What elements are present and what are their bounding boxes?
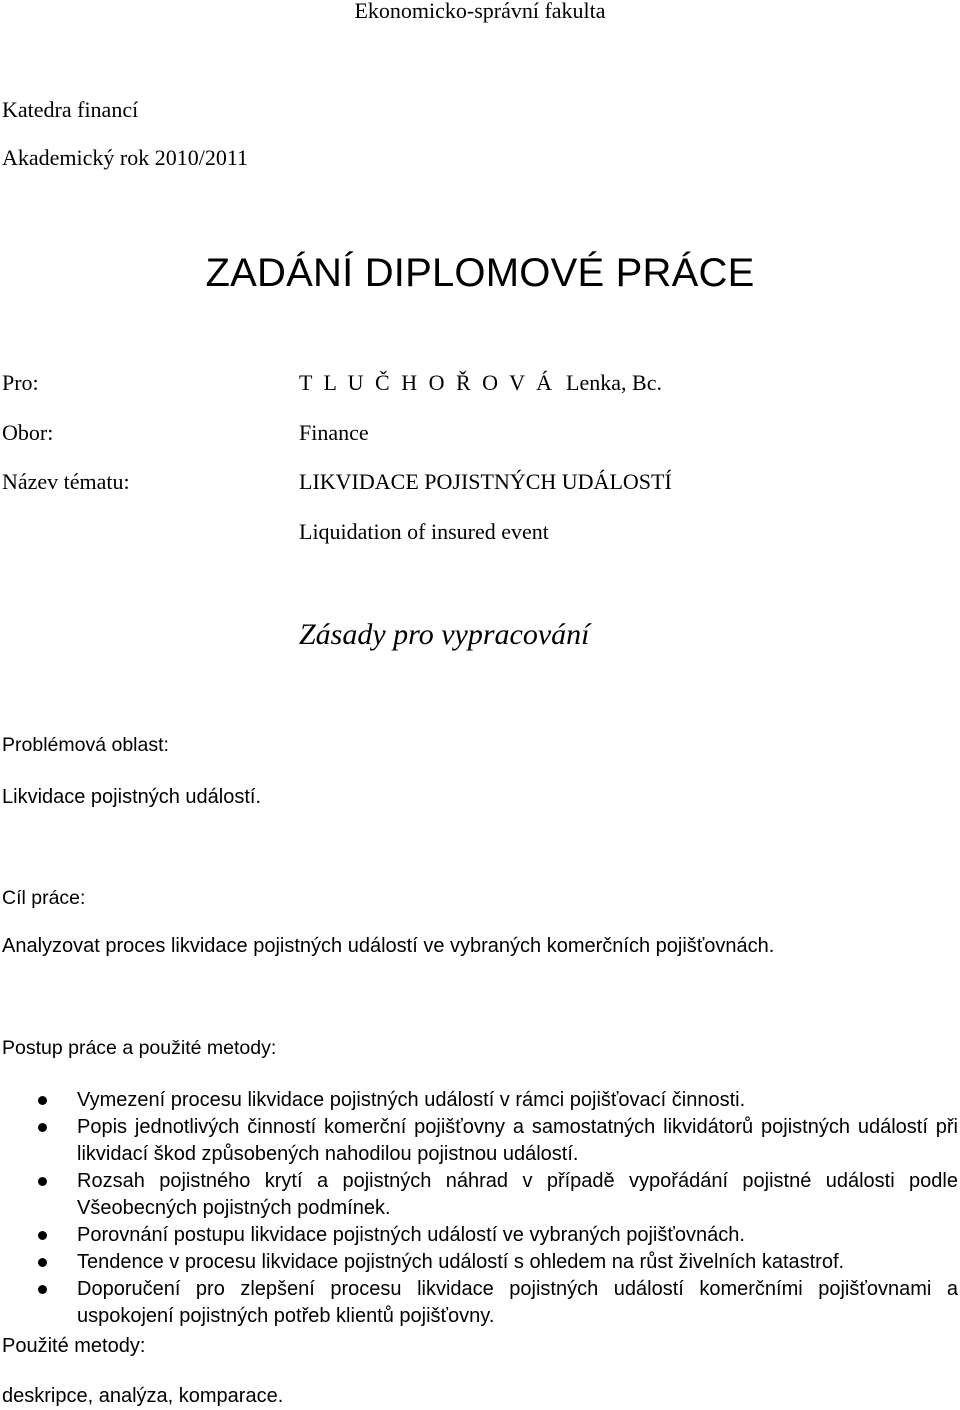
field-label: Obor:: [2, 420, 54, 445]
methods-text: deskripce, analýza, komparace.: [2, 1385, 284, 1407]
topic-title-cz: LIKVIDACE POJISTNÝCH UDÁLOSTÍ: [299, 469, 672, 494]
student-name: [299, 370, 662, 396]
problem-area-text: Likvidace pojistných událostí.: [2, 786, 262, 808]
list-item-text: Doporučení pro zlepšení procesu likvidace pojistných událostí komerčními pojišťovnami a uspokojení pojistných potřeb klientů pojišťovny.: [77, 1278, 958, 1327]
goal-heading: Cíl práce:: [2, 887, 86, 909]
list-item: [0, 1276, 960, 1330]
bullet-icon: [38, 1285, 47, 1294]
list-item-text: Popis jednotlivých činností komerční pojišťovny a samostatných likvidátorů pojistných událostí při likvidací škod způsobených nahodilou pojistnou událostí.: [77, 1116, 958, 1165]
procedure-heading: Postup práce a použité metody:: [2, 1037, 277, 1059]
bullet-icon: [38, 1177, 47, 1186]
student-given-name: Lenka, Bc.: [566, 370, 662, 395]
principles-heading: Zásady pro vypracování: [299, 618, 590, 651]
goal-text: Analyzovat proces likvidace pojistných událostí ve vybraných komerčních pojišťovnách.: [2, 935, 775, 957]
bullet-icon: [38, 1096, 47, 1105]
student-label: Pro:: [2, 370, 39, 395]
student-surname: T L U Č H O Ř O V Á: [299, 370, 556, 395]
list-item-text: Vymezení procesu likvidace pojistných událostí v rámci pojišťovací činnosti.: [77, 1089, 746, 1111]
list-item: [0, 1249, 960, 1276]
page-title: ZADÁNÍ DIPLOMOVÉ PRÁCE: [205, 251, 755, 295]
bullet-icon: [38, 1258, 47, 1267]
department-name: Katedra financí: [2, 97, 139, 122]
topic-title-en: Liquidation of insured event: [299, 519, 549, 544]
list-item: [0, 1168, 960, 1222]
list-item: [0, 1222, 960, 1249]
faculty-name: Ekonomicko-správní fakulta: [354, 0, 606, 23]
bullet-icon: [38, 1231, 47, 1240]
procedure-list: [0, 1087, 960, 1330]
list-item-text: Tendence v procesu likvidace pojistných událostí s ohledem na růst živelních katastrof.: [77, 1251, 845, 1273]
academic-year: Akademický rok 2010/2011: [2, 145, 249, 170]
topic-label: Název tématu:: [2, 469, 130, 494]
list-item-text: Porovnání postupu likvidace pojistných událostí ve vybraných pojišťovnách.: [77, 1224, 745, 1246]
list-item-text: Rozsah pojistného krytí a pojistných náhrad v případě vypořádání pojistné události podle Všeobecných pojistných podmínek.: [77, 1170, 958, 1219]
field-value: Finance: [299, 420, 369, 445]
problem-area-heading: Problémová oblast:: [2, 734, 169, 756]
bullet-icon: [38, 1123, 47, 1132]
list-item: [0, 1087, 960, 1114]
methods-label: Použité metody:: [2, 1335, 146, 1357]
list-item: [0, 1114, 960, 1168]
